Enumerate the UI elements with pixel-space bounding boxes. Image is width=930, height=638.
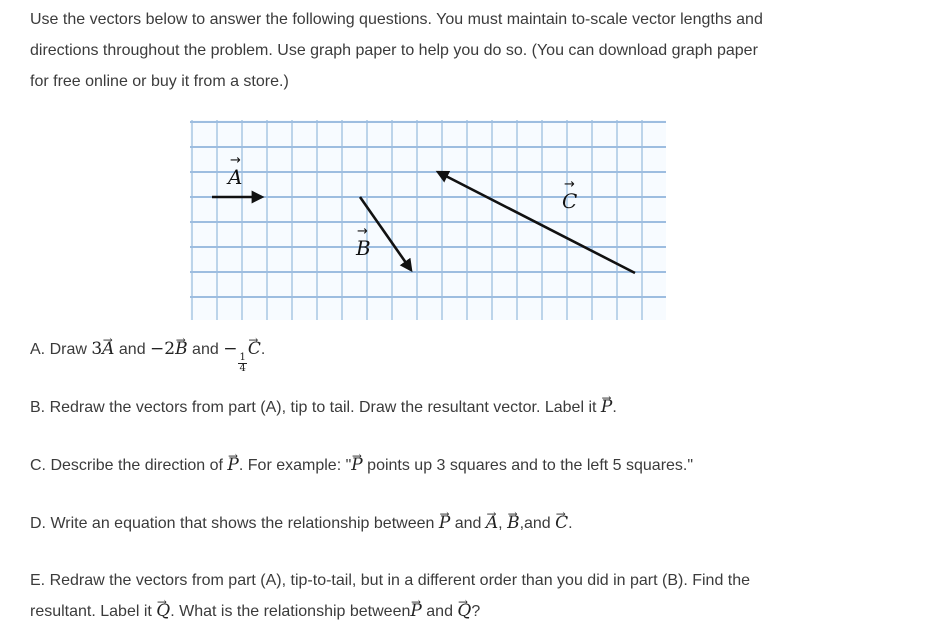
svg-text:B: B — [356, 236, 371, 260]
vector-p-symbol: → P — [351, 450, 362, 481]
question-a: A. Draw 3→ A and −2→ B and − $\frac{1}{4}$ → C. — [30, 334, 265, 374]
vector-p-symbol: → P — [227, 450, 238, 481]
instructions-line-3: for free online or buy it from a store.) — [30, 73, 289, 90]
question-e: E. Redraw the vectors from part (A), tip-to-tail, but in a different order than you did in part (B). Find the resultant. Label it → Q. What is the relationship between→ P and → Q? — [30, 565, 750, 627]
question-c: C. Describe the direction of → P. For example: "→ P points up 3 squares and to the left 5 squares." — [30, 450, 693, 481]
instructions-paragraph — [30, 4, 860, 97]
graph-paper-grid — [190, 120, 666, 320]
vector-a-symbol: → A — [102, 334, 114, 365]
vector-graph-figure — [190, 120, 666, 320]
svg-text:→: → — [564, 177, 575, 192]
vector-c-symbol: → C — [248, 334, 261, 365]
question-d: D. Write an equation that shows the relationship between → P and → A, → B,and → C. — [30, 508, 573, 539]
vector-p-symbol: → P — [601, 392, 612, 423]
svg-text:→: → — [230, 153, 241, 168]
vector-c-symbol: → C — [555, 508, 568, 539]
svg-text:→: → — [357, 224, 368, 239]
vector-b-symbol: → B — [507, 508, 520, 539]
vector-q-symbol: → Q — [457, 596, 471, 627]
instructions-line-1: Use the vectors below to answer the following questions. You must maintain to-scale vector lengths and — [30, 11, 763, 28]
instructions-line-2: directions throughout the problem. Use graph paper to help you do so. (You can download graph paper — [30, 42, 758, 59]
vector-p-symbol: → P — [439, 508, 450, 539]
question-b: B. Redraw the vectors from part (A), tip to tail. Draw the resultant vector. Label it → P. — [30, 392, 617, 423]
vector-b-symbol: → B — [175, 334, 188, 365]
one-quarter-fraction: $\frac{1}{4}$ — [239, 352, 246, 374]
svg-text:C: C — [562, 189, 578, 213]
vector-a-symbol: → A — [486, 508, 498, 539]
svg-text:A: A — [228, 165, 243, 189]
vector-q-symbol: → Q — [156, 596, 170, 627]
vector-p-symbol: → P — [410, 596, 421, 627]
grid-background — [190, 120, 666, 320]
